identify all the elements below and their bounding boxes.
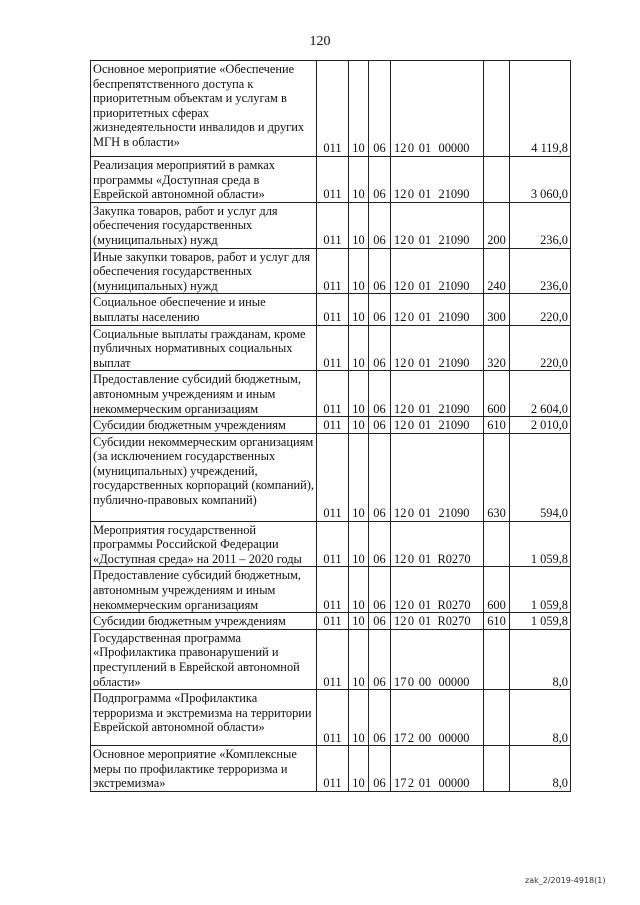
- program-code-part: 0: [407, 232, 415, 247]
- expense-type-cell: 200: [484, 202, 510, 248]
- table-row: [91, 248, 571, 294]
- program-code-cell: [391, 248, 484, 294]
- expense-type-cell: 610: [484, 613, 510, 630]
- subsection-code-cell: 06: [369, 371, 391, 417]
- section-code-cell: 10: [349, 371, 369, 417]
- program-code-cell: [391, 433, 484, 521]
- expense-type-cell: [484, 690, 510, 746]
- ministry-code-cell: 011: [317, 248, 349, 294]
- row-name-cell: Субсидии некоммерческим организациям (за исключением государственных (муниципальных) учреждений, государственных корпораций (компаний), публично-правовых компаний): [91, 433, 317, 521]
- row-name-cell: Государственная программа «Профилактика правонарушений и преступлений в Еврейской автономной области»: [91, 629, 317, 689]
- amount-cell: 1 059,8: [510, 521, 571, 567]
- program-code-part: 01: [418, 187, 432, 202]
- ministry-code-cell: 011: [317, 433, 349, 521]
- row-name-cell: Подпрограмма «Профилактика терроризма и экстремизма на территории Еврейской автономной области»: [91, 690, 317, 746]
- program-code-part: 0: [407, 355, 415, 370]
- program-code-part: 12: [394, 418, 407, 433]
- program-code-part: 21090: [438, 418, 470, 433]
- amount-cell: 1 059,8: [510, 567, 571, 613]
- ministry-code-cell: 011: [317, 417, 349, 434]
- program-code-part: 01: [418, 614, 432, 629]
- expense-type-cell: 600: [484, 371, 510, 417]
- ministry-code-cell: 011: [317, 567, 349, 613]
- amount-cell: 8,0: [510, 690, 571, 746]
- section-code-cell: 10: [349, 629, 369, 689]
- section-code-cell: 10: [349, 433, 369, 521]
- ministry-code-cell: 011: [317, 371, 349, 417]
- footer-code: zak_2/2019-4918(1): [525, 876, 606, 885]
- expense-type-cell: [484, 521, 510, 567]
- program-code-part: 21090: [438, 401, 470, 416]
- amount-cell: 4 119,8: [510, 61, 571, 157]
- ministry-code-cell: 011: [317, 746, 349, 792]
- budget-table: [90, 60, 571, 792]
- program-code-part: 12: [394, 355, 407, 370]
- program-code-part: 01: [418, 141, 432, 156]
- program-code-part: 12: [394, 401, 407, 416]
- table-row: [91, 433, 571, 521]
- program-code-cell: [391, 567, 484, 613]
- subsection-code-cell: 06: [369, 325, 391, 371]
- program-code-part: 21090: [438, 278, 470, 293]
- program-code-part: R0270: [437, 551, 471, 566]
- program-code-part: 00000: [438, 730, 470, 745]
- program-code-cell: [391, 613, 484, 630]
- program-code-part: 17: [394, 776, 407, 791]
- program-code-part: 00: [418, 674, 432, 689]
- amount-cell: 594,0: [510, 433, 571, 521]
- program-code-part: R0270: [437, 597, 471, 612]
- amount-cell: 8,0: [510, 746, 571, 792]
- program-code-part: 12: [394, 597, 407, 612]
- program-code-part: 0: [407, 278, 415, 293]
- table-row: [91, 690, 571, 746]
- program-code-part: 12: [394, 187, 407, 202]
- program-code-part: 0: [407, 506, 415, 521]
- row-name-cell: Субсидии бюджетным учреждениям: [91, 613, 317, 630]
- table-row: [91, 746, 571, 792]
- program-code-part: 12: [394, 141, 407, 156]
- program-code-cell: [391, 325, 484, 371]
- subsection-code-cell: 06: [369, 248, 391, 294]
- program-code-part: 21090: [438, 187, 470, 202]
- amount-cell: 2 010,0: [510, 417, 571, 434]
- program-code-part: 01: [418, 232, 432, 247]
- row-name-cell: Основное мероприятие «Обеспечение беспрепятственного доступа к приоритетным объектам и услугам в приоритетных сферах жизнедеятельности инвалидов и других МГН в области»: [91, 61, 317, 157]
- amount-cell: 1 059,8: [510, 613, 571, 630]
- subsection-code-cell: 06: [369, 746, 391, 792]
- row-name-cell: Предоставление субсидий бюджетным, автономным учреждениям и иным некоммерческим организациям: [91, 567, 317, 613]
- section-code-cell: 10: [349, 567, 369, 613]
- program-code-part: 0: [407, 551, 415, 566]
- row-name-cell: Социальное обеспечение и иные выплаты населению: [91, 294, 317, 325]
- section-code-cell: 10: [349, 61, 369, 157]
- ministry-code-cell: 011: [317, 61, 349, 157]
- table-row: [91, 371, 571, 417]
- subsection-code-cell: 06: [369, 613, 391, 630]
- expense-type-cell: 630: [484, 433, 510, 521]
- program-code-part: 12: [394, 309, 407, 324]
- program-code-part: 01: [418, 355, 432, 370]
- amount-cell: 8,0: [510, 629, 571, 689]
- program-code-part: 21090: [438, 355, 470, 370]
- row-name-cell: Предоставление субсидий бюджетным, автономным учреждениям и иным некоммерческим организациям: [91, 371, 317, 417]
- program-code-cell: [391, 629, 484, 689]
- section-code-cell: 10: [349, 248, 369, 294]
- program-code-cell: [391, 746, 484, 792]
- subsection-code-cell: 06: [369, 521, 391, 567]
- program-code-part: 2: [407, 730, 415, 745]
- table-row: [91, 325, 571, 371]
- ministry-code-cell: 011: [317, 613, 349, 630]
- program-code-part: 00: [418, 730, 432, 745]
- row-name-cell: Иные закупки товаров, работ и услуг для обеспечения государственных (муниципальных) нужд: [91, 248, 317, 294]
- ministry-code-cell: 011: [317, 521, 349, 567]
- section-code-cell: 10: [349, 417, 369, 434]
- expense-type-cell: 610: [484, 417, 510, 434]
- program-code-part: 0: [407, 614, 415, 629]
- table-row: [91, 202, 571, 248]
- expense-type-cell: 300: [484, 294, 510, 325]
- program-code-cell: [391, 61, 484, 157]
- ministry-code-cell: 011: [317, 325, 349, 371]
- expense-type-cell: [484, 746, 510, 792]
- row-name-cell: Мероприятия государственной программы Российской Федерации «Доступная среда» на 2011 – 2020 годы: [91, 521, 317, 567]
- subsection-code-cell: 06: [369, 61, 391, 157]
- page-number: 120: [309, 34, 331, 49]
- program-code-part: 01: [418, 278, 432, 293]
- row-name-cell: Закупка товаров, работ и услуг для обеспечения государственных (муниципальных) нужд: [91, 202, 317, 248]
- ministry-code-cell: 011: [317, 690, 349, 746]
- program-code-part: 01: [418, 309, 432, 324]
- amount-cell: 3 060,0: [510, 157, 571, 203]
- ministry-code-cell: 011: [317, 157, 349, 203]
- program-code-part: 12: [394, 614, 407, 629]
- section-code-cell: 10: [349, 157, 369, 203]
- amount-cell: 220,0: [510, 325, 571, 371]
- program-code-part: 00000: [438, 141, 470, 156]
- ministry-code-cell: 011: [317, 629, 349, 689]
- ministry-code-cell: 011: [317, 294, 349, 325]
- program-code-part: 0: [407, 401, 415, 416]
- program-code-cell: [391, 157, 484, 203]
- program-code-part: 0: [407, 418, 415, 433]
- program-code-part: 17: [394, 730, 407, 745]
- subsection-code-cell: 06: [369, 417, 391, 434]
- table-row: [91, 629, 571, 689]
- program-code-part: 12: [394, 506, 407, 521]
- program-code-part: 01: [418, 597, 432, 612]
- subsection-code-cell: 06: [369, 202, 391, 248]
- expense-type-cell: 240: [484, 248, 510, 294]
- row-name-cell: Субсидии бюджетным учреждениям: [91, 417, 317, 434]
- section-code-cell: 10: [349, 202, 369, 248]
- subsection-code-cell: 06: [369, 294, 391, 325]
- expense-type-cell: 600: [484, 567, 510, 613]
- subsection-code-cell: 06: [369, 157, 391, 203]
- row-name-cell: Социальные выплаты гражданам, кроме публичных нормативных социальных выплат: [91, 325, 317, 371]
- program-code-part: 0: [407, 597, 415, 612]
- section-code-cell: 10: [349, 521, 369, 567]
- section-code-cell: 10: [349, 294, 369, 325]
- program-code-cell: [391, 371, 484, 417]
- program-code-part: 00000: [438, 674, 470, 689]
- program-code-part: 0: [407, 309, 415, 324]
- program-code-part: 01: [418, 776, 432, 791]
- program-code-part: 01: [418, 506, 432, 521]
- program-code-cell: [391, 690, 484, 746]
- program-code-part: 0: [407, 187, 415, 202]
- subsection-code-cell: 06: [369, 629, 391, 689]
- program-code-part: R0270: [437, 614, 471, 629]
- table-row: [91, 567, 571, 613]
- expense-type-cell: [484, 157, 510, 203]
- ministry-code-cell: 011: [317, 202, 349, 248]
- section-code-cell: 10: [349, 613, 369, 630]
- row-name-cell: Реализация мероприятий в рамках программы «Доступная среда в Еврейской автономной области»: [91, 157, 317, 203]
- program-code-part: 12: [394, 232, 407, 247]
- program-code-cell: [391, 294, 484, 325]
- table-row: [91, 417, 571, 434]
- section-code-cell: 10: [349, 690, 369, 746]
- amount-cell: 2 604,0: [510, 371, 571, 417]
- table-row: [91, 521, 571, 567]
- program-code-part: 01: [418, 551, 432, 566]
- subsection-code-cell: 06: [369, 567, 391, 613]
- section-code-cell: 10: [349, 746, 369, 792]
- expense-type-cell: [484, 629, 510, 689]
- amount-cell: 236,0: [510, 202, 571, 248]
- program-code-part: 21090: [438, 232, 470, 247]
- section-code-cell: 10: [349, 325, 369, 371]
- program-code-part: 2: [407, 776, 415, 791]
- program-code-part: 00000: [438, 776, 470, 791]
- table-row: [91, 294, 571, 325]
- amount-cell: 236,0: [510, 248, 571, 294]
- program-code-part: 12: [394, 278, 407, 293]
- program-code-part: 01: [418, 418, 432, 433]
- program-code-cell: [391, 521, 484, 567]
- table-row: [91, 157, 571, 203]
- amount-cell: 220,0: [510, 294, 571, 325]
- table-row: [91, 61, 571, 157]
- program-code-part: 0: [407, 674, 415, 689]
- program-code-cell: [391, 202, 484, 248]
- expense-type-cell: [484, 61, 510, 157]
- program-code-cell: [391, 417, 484, 434]
- expense-type-cell: 320: [484, 325, 510, 371]
- subsection-code-cell: 06: [369, 433, 391, 521]
- program-code-part: 12: [394, 551, 407, 566]
- program-code-part: 0: [407, 141, 415, 156]
- program-code-part: 17: [394, 674, 407, 689]
- table-row: [91, 613, 571, 630]
- program-code-part: 21090: [438, 506, 470, 521]
- subsection-code-cell: 06: [369, 690, 391, 746]
- budget-table-body: [91, 61, 571, 792]
- row-name-cell: Основное мероприятие «Комплексные меры по профилактике терроризма и экстремизма»: [91, 746, 317, 792]
- program-code-part: 21090: [438, 309, 470, 324]
- program-code-part: 01: [418, 401, 432, 416]
